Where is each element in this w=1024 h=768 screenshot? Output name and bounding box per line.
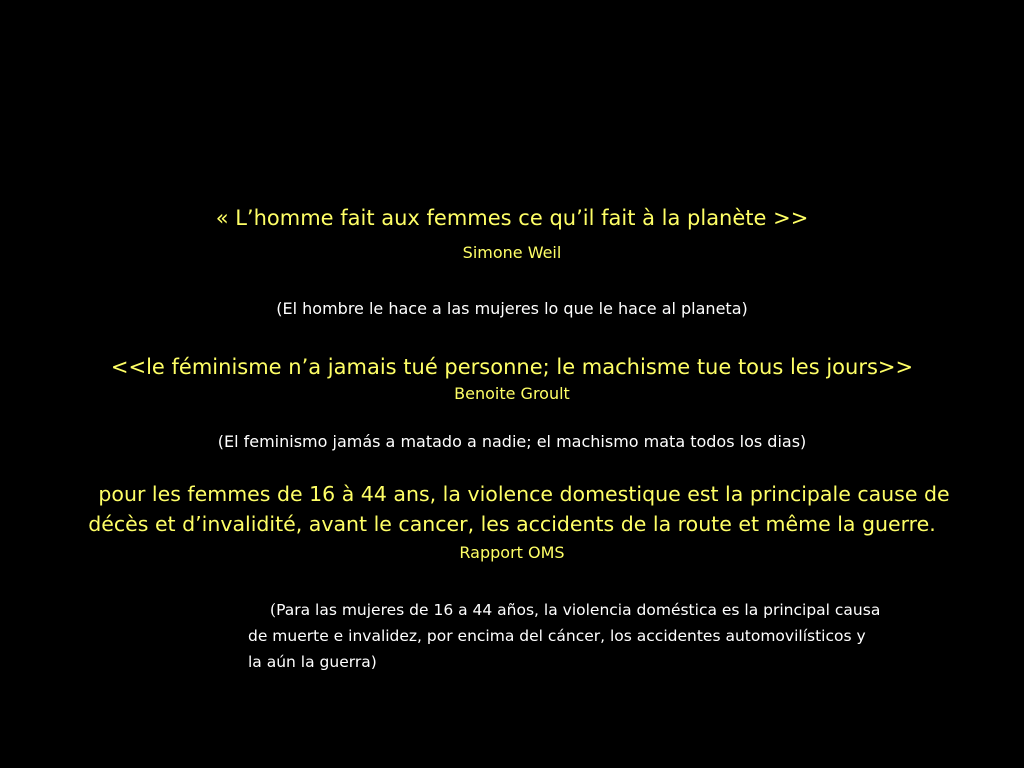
quote-2-text: <<le féminisme n’a jamais tué personne; le machisme tue tous les jours>> [110, 355, 914, 379]
translation-line-1-text: Para las mujeres de 16 a 44 años, la violencia doméstica es la principal causa [276, 601, 881, 619]
quote-2-translation: (El feminismo jamás a matado a nadie; el machismo mata todos los dias) [217, 432, 807, 451]
quote-3-translation-line-1 [248, 597, 988, 623]
translation-open-paren: ( [270, 601, 277, 619]
quote-3-translation-line-3: la aún la guerra) [248, 653, 377, 671]
quote-3-translation [248, 597, 988, 675]
quote-1-text: « L’homme fait aux femmes ce qu’il fait à la planète >> [215, 206, 809, 230]
quote-3-line-2: décès et d’invalidité, avant le cancer, les accidents de la route et même la guerre. [88, 512, 936, 536]
quote-3-line-1: pour les femmes de 16 à 44 ans, la violence domestique est la principale cause de [98, 482, 950, 506]
quote-1-author: Simone Weil [462, 243, 562, 262]
quote-2-author: Benoite Groult [454, 384, 570, 403]
quote-3-author: Rapport OMS [459, 543, 565, 562]
quote-1-translation: (El hombre le hace a las mujeres lo que le hace al planeta) [276, 299, 748, 318]
quote-3-translation-line-2: de muerte e invalidez, por encima del cáncer, los accidentes automovilísticos y [248, 627, 866, 645]
